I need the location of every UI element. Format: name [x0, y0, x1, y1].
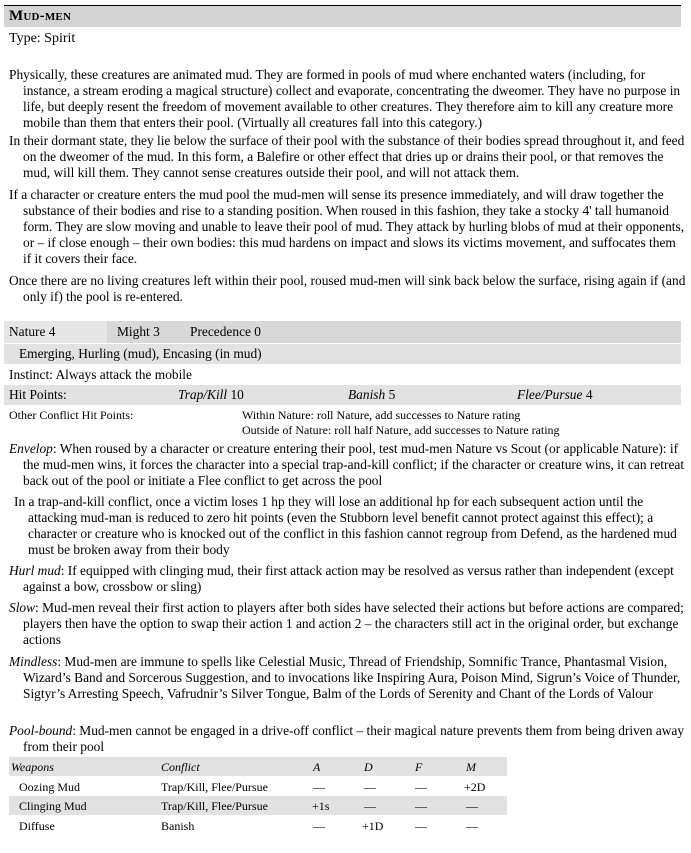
col-conflict: Conflict — [161, 760, 200, 774]
hp-trap-label: Trap/Kill — [178, 387, 228, 402]
weapon-a: — — [313, 780, 325, 794]
hp-flee-pursue — [517, 387, 593, 403]
other-hp-label: Other Conflict Hit Points: — [9, 408, 134, 422]
col-defend: D — [364, 760, 373, 774]
ability-name: Mindless — [9, 654, 58, 669]
hp-banish-value: 5 — [388, 387, 396, 402]
instinct: Instinct: Always attack the mobile — [9, 367, 192, 382]
table-row — [9, 777, 507, 796]
creature-type: Type: Spirit — [9, 31, 76, 46]
ability-text: : When roused by a character or creature entering their pool, test mud-men Nature vs Scout (or applicable Nature): if the mud-men wins, it forces the character into a special trap-and-kill conflict; if the character or creature wins, it can retreat back out of the pool or initiate a Flee conflict to get across the pool — [23, 441, 685, 488]
ability-text: : Mud-men are immune to spells like Celestial Music, Thread of Friendship, Somnific Trance, Phantasmal Vision, Wizard’s Band and Sorcerous Suggestion, and to invocations like Inspiring Aura, Poison Mind, Sigrun’s Voice of Thunder, Sigtyr’s Arresting Speech, Vafrudnir’s Silver Tongue, Balm of the Lords of Serenity and Chant of the Lords of Valour — [23, 654, 681, 701]
descriptors: Emerging, Hurling (mud), Encasing (in mud) — [19, 346, 262, 361]
ability-slow — [9, 600, 687, 648]
nature-stat: Nature 4 — [9, 324, 56, 339]
ability-name: Hurl mud — [9, 563, 61, 578]
weapon-d: +1D — [362, 819, 384, 833]
weapon-a: +1s — [312, 799, 330, 813]
ability-text: In a trap-and-kill conflict, once a victim loses 1 hp they will lose an additional hp for each subsequent action until the attacking mud-man is reduced to zero hit points (even the Stubborn level benefit cannot protect against this effect); a character or creature who is knocked out of the conflict in this fashion cannot regroup from Defend, as the hardened mud must be broken away from their body — [14, 494, 677, 557]
ability-name: Slow — [9, 600, 36, 615]
weapon-f: — — [415, 799, 427, 813]
col-weapons: Weapons — [11, 760, 54, 774]
precedence-stat: Precedence 0 — [190, 324, 262, 339]
table-row — [9, 796, 507, 815]
weapon-name: Clinging Mud — [19, 799, 87, 813]
hit-points-label: Hit Points: — [9, 387, 67, 402]
ability-envelop — [9, 441, 687, 489]
description-paragraph: Once there are no living creatures left within their pool, roused mud-men will sink back below the surface, rising again if (and only if) the pool is re-entered. — [9, 273, 686, 304]
table-row — [9, 816, 507, 835]
ability-text: : Mud-men reveal their first action to players after both sides have selected their actions but before actions are compared; players then have the option to swap their action 1 and action 2 – the characters still act in the original order, but exchange actions — [23, 600, 684, 647]
weapon-d: — — [364, 799, 376, 813]
weapon-m: — — [466, 799, 478, 813]
description-paragraph: In their dormant state, they lie below the surface of their pool with the substance of their bodies spread throughout it, and feed on the dweomer of the mud. In this form, a Balefire or other effect that dries up or drains their pool, or that removes the mud, will kill them. They cannot sense creatures outside their pool, and will not attack them. — [9, 133, 685, 180]
col-maneuver: M — [466, 760, 476, 774]
ability-text: : Mud-men cannot be engaged in a drive-off conflict – their magical nature prevents them from being driven away from their pool — [23, 723, 685, 754]
creature-title: Mud-men — [9, 8, 72, 24]
hp-trap-value: 10 — [230, 387, 244, 402]
ability-trap-and-kill — [14, 494, 687, 558]
weapon-f: — — [415, 780, 427, 794]
col-feint: F — [415, 760, 423, 774]
weapon-f: — — [415, 819, 427, 833]
other-hp-within: Within Nature: roll Nature, add successes to Nature rating — [242, 408, 521, 422]
ability-text: : If equipped with clinging mud, their first attack action may be resolved as versus rather than independent (except against a bow, crossbow or sling) — [23, 563, 674, 594]
title-bar — [4, 5, 681, 27]
hp-banish — [348, 387, 395, 403]
col-attack: A — [313, 760, 321, 774]
weapon-a: — — [313, 819, 325, 833]
hp-banish-label: Banish — [348, 387, 386, 402]
ability-mindless — [9, 654, 687, 702]
hp-flee-label: Flee/Pursue — [517, 387, 583, 402]
weapon-conflict: Trap/Kill, Flee/Pursue — [161, 780, 268, 794]
ability-pool-bound — [9, 723, 687, 755]
ability-hurl-mud — [9, 563, 687, 595]
weapon-conflict: Banish — [161, 819, 195, 833]
weapon-d: — — [364, 780, 376, 794]
ability-name: Envelop — [9, 441, 53, 456]
weapon-name: Diffuse — [19, 819, 55, 833]
description-paragraph: Physically, these creatures are animated mud. They are formed in pools of mud where enchanted waters (including, for instance, a stream eroding a magical structure) collect and evaporate, concentrating the dweomer. They have no purpose in life, but deeply resent the freedom of movement available to other creatures. They therefore aim to kill any creature more mobile than them that enters their pool. (Virtually all creatures fall into this category.) — [9, 67, 681, 130]
weapon-name: Oozing Mud — [19, 780, 80, 794]
hp-flee-value: 4 — [585, 387, 593, 402]
hp-trap-kill — [178, 387, 244, 403]
other-hp-outside: Outside of Nature: roll half Nature, add successes to Nature rating — [242, 423, 560, 437]
weapons-header-row — [9, 757, 507, 776]
ability-name: Pool-bound — [9, 723, 73, 738]
weapon-m: +2D — [464, 780, 486, 794]
might-stat: Might 3 — [117, 324, 160, 339]
weapon-conflict: Trap/Kill, Flee/Pursue — [161, 799, 268, 813]
description-paragraph: If a character or creature enters the mud pool the mud-men will sense its presence immediately, and will draw together the substance of their bodies and rise to a standing position. When roused in this fashion, they take a stocky 4' tall humanoid form. They are slow moving and unable to leave their pool of mud. They attack by hurling blobs of mud at their opponents, or – if close enough – their own bodies: this mud hardens on impact and slows its victims movement, and suffocates them if it covers their face. — [9, 187, 685, 266]
weapon-m: — — [466, 819, 478, 833]
